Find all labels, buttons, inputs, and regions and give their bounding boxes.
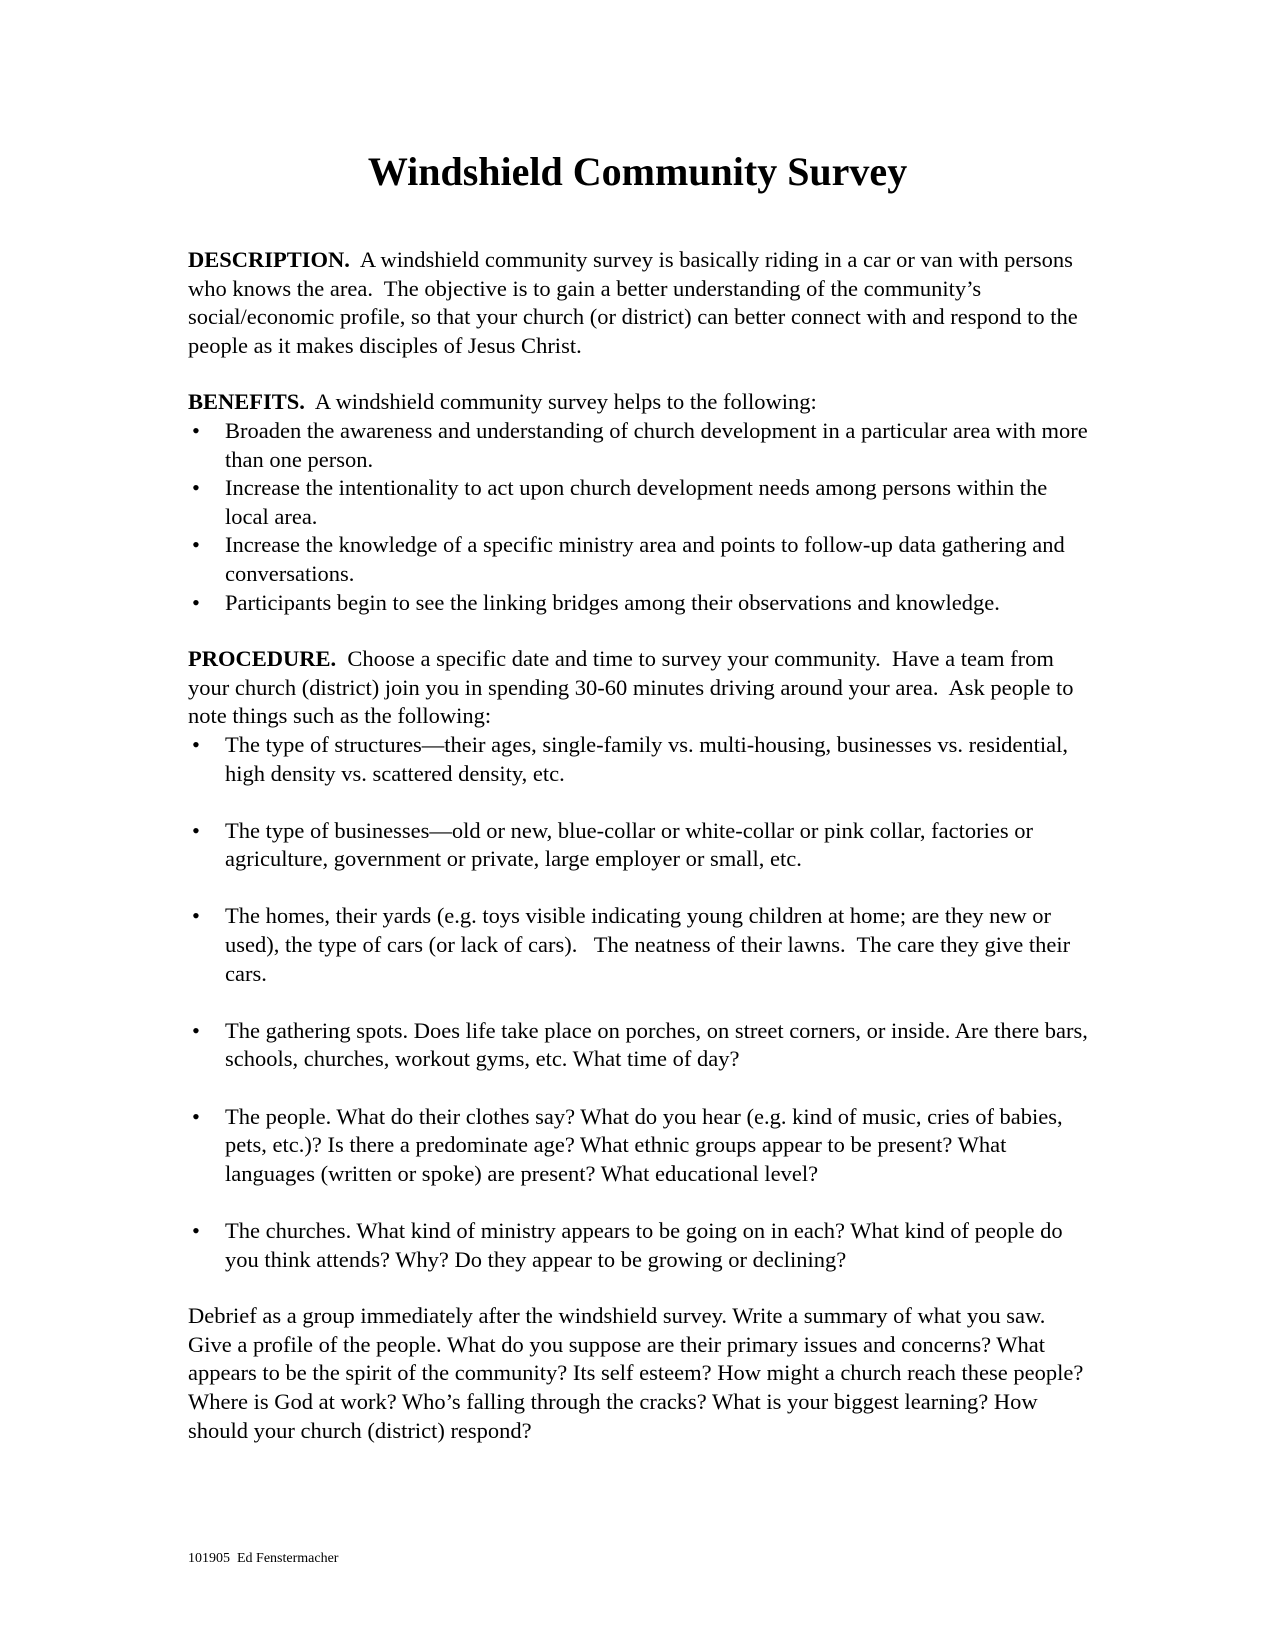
procedure-intro-text: Choose a specific date and time to survey your community. Have a team from your church (district) join you in spending 30-60 minutes driving around your area. Ask people to note things such as the following: (188, 646, 1080, 729)
page-title: Windshield Community Survey (367, 149, 908, 194)
description-text: A windshield community survey is basically riding in a car or van with persons who knows the area. The objective is to gain a better understanding of the community’s social/economic profile, so that your church (or district) can better connect with and respond to the people as it makes disciples of Jesus Christ. (188, 247, 1084, 358)
bullet-icon: • (192, 1017, 200, 1043)
list-item (188, 531, 1088, 588)
list-item-text: The churches. What kind of ministry appears to be going on in each? What kind of people do you think attends? Why? Do they appear to be growing or declining? (225, 1218, 1063, 1272)
bullet-icon: • (192, 1218, 200, 1243)
bullet-icon: • (192, 1103, 200, 1129)
footer-note: 101905 Ed Fenstermacher (188, 1551, 339, 1566)
list-item (188, 474, 1088, 531)
list-item-text: Increase the knowledge of a specific ministry area and points to follow-up data gathering and conversations. (225, 532, 1065, 586)
document-body (188, 246, 1088, 1445)
bullet-icon: • (192, 589, 200, 615)
description-heading: DESCRIPTION. (188, 247, 350, 272)
procedure-heading: PROCEDURE. (188, 646, 337, 672)
list-item (188, 1017, 1088, 1074)
list-item (188, 417, 1088, 474)
list-item (188, 1103, 1088, 1189)
list-item (188, 902, 1088, 988)
bullet-icon: • (192, 475, 200, 501)
benefits-intro-text: A windshield community survey helps to the following: (304, 389, 817, 415)
bullet-icon: • (192, 817, 200, 843)
list-item-text: The people. What do their clothes say? What do you hear (e.g. kind of music, cries of babies, pets, etc.)? Is there a predominate age? What ethnic groups appear to be present? What languages (written or spoke) are present? What educational level? (225, 1103, 1063, 1186)
benefits-heading: BENEFITS. (188, 389, 305, 415)
bullet-icon: • (192, 532, 200, 558)
list-item-text: The type of businesses—old or new, blue-collar or white-collar or pink collar, factories or agriculture, government or private, large employer or small, etc. (225, 817, 1034, 872)
list-item-text: Broaden the awareness and understanding of church development in a particular area with more than one person. (225, 417, 1088, 472)
procedure-paragraph (188, 645, 1088, 731)
list-item (188, 817, 1088, 874)
debrief-paragraph: Debrief as a group immediately after the windshield survey. Write a summary of what you saw. Give a profile of the people. What do you suppose are their primary issues and concerns? What appears to be the spirit of the community? Its self esteem? How might a church reach these people? Where is God at work? Who’s falling through the cracks? What is your biggest learning? How should your church (district) respond? (188, 1303, 1084, 1443)
list-item-text: Increase the intentionality to act upon church development needs among persons within the local area. (225, 475, 1048, 529)
benefits-list (188, 417, 1088, 617)
list-item (188, 589, 1088, 618)
list-item (188, 731, 1088, 788)
description-paragraph (188, 246, 1088, 360)
section-spacer (188, 617, 1088, 645)
bullet-icon: • (192, 903, 200, 929)
list-item-text: The homes, their yards (e.g. toys visible indicating young children at home; are they new or used), the type of cars (or lack of cars). The neatness of their lawns. The care they give their cars. (225, 903, 1076, 986)
bullet-icon: • (192, 417, 200, 443)
list-item (188, 1217, 1088, 1274)
procedure-list (188, 731, 1088, 1274)
list-item-text: The gathering spots. Does life take place on porches, on street corners, or inside. Are there bars, schools, churches, workout gyms, etc. What time of day? (225, 1017, 1088, 1072)
benefits-paragraph (188, 388, 1088, 417)
list-item-text: The type of structures—their ages, single-family vs. multi-housing, businesses vs. residential, high density vs. scattered density, etc. (225, 731, 1068, 786)
section-spacer (188, 360, 1088, 388)
list-item-text: Participants begin to see the linking bridges among their observations and knowledge. (225, 589, 1000, 615)
bullet-icon: • (192, 731, 200, 757)
